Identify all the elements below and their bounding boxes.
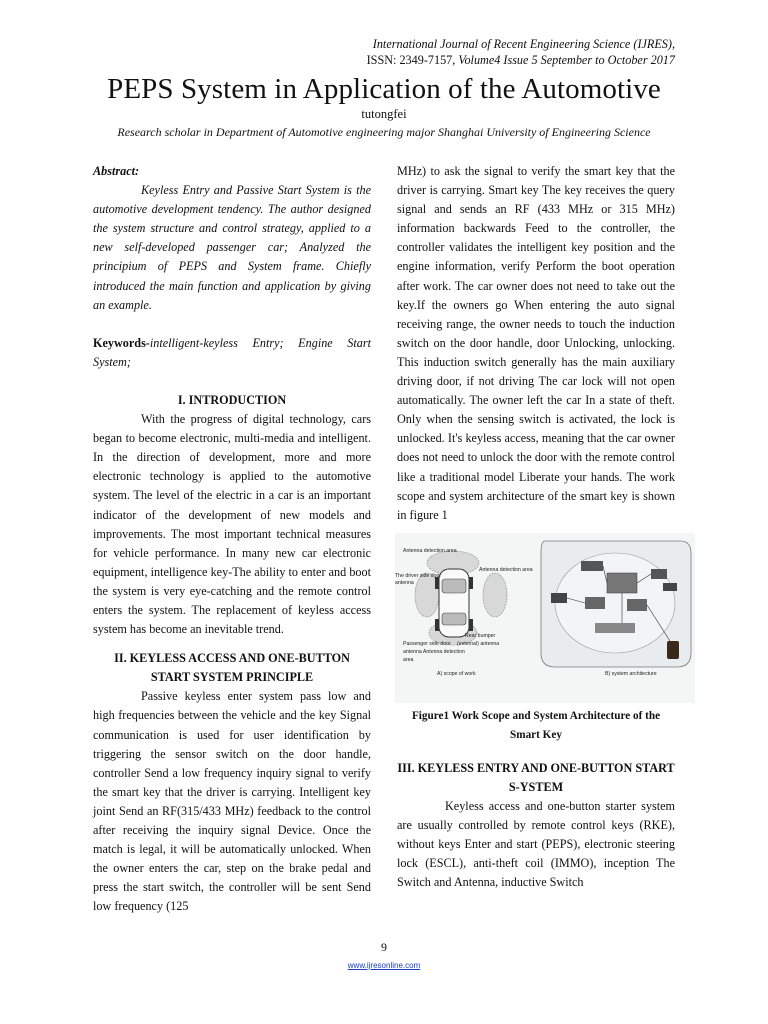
- issn: ISSN: 2349-7157,: [366, 53, 456, 67]
- journal-url-link[interactable]: www.ijresonline.com: [347, 961, 421, 970]
- label-passenger-door: Passenger side door: [403, 640, 451, 647]
- author-name: tutongfei: [361, 107, 407, 121]
- paper-title: PEPS System in Application of the Automotive: [107, 73, 661, 105]
- author-affiliation: Research scholar in Department of Automotive engineering major Shanghai University of Engineering Science: [117, 125, 651, 139]
- journal-header: [367, 36, 675, 68]
- section-2-heading: II. KEYLESS ACCESS AND ONE-BUTTON START SYSTEM PRINCIPLE: [114, 651, 350, 685]
- label-antenna-area-right: Antenna detection area: [479, 566, 533, 573]
- section-1-text: With the progress of digital technology, cars began to become electronic, multi-media and intelligent. In the direction of development, more and more electronic technology is applied to the automotive system. The level of the electric in a car is an important indicator of the development of new models and improvements. The most important technical measures for vehicle performance. In many new car electronic equipment, intelligence key-The ability to enter and boot the system is very eye-catching and the remote control enters the system. The replacement of keyless access system has become an inevitable trend.: [93, 412, 371, 637]
- journal-issue: [367, 52, 675, 68]
- keywords-text: intelligent-keyless Entry; Engine Start System;: [93, 335, 371, 369]
- label-scope: A) scope of work: [437, 670, 476, 677]
- page-number: 9: [381, 940, 387, 954]
- section-1-heading: I. INTRODUCTION: [177, 392, 287, 407]
- section-2-text-right: MHz) to ask the signal to verify the smart key that the driver is carrying. Smart key The key receives the query signal and sends an RF (433 MHz or 315 MHz) information backwards Feed to the controller, the controller validates the intelligent key position and the engine information, verify Perform the boot operation after work. The car owner does not need to take out the key.If the owners go When entering the auto signal receiving range, the owner needs to touch the induction switch on the door handle, door Unlocking, unlocking. This induction switch generally has the main auxiliary driving door, if not driving The car lock will not open automatically. The owner left the car In a state of theft. Only when the sensing switch is activated, the lock is unlocked. It's keyless access, meaning that the car owner does not need to unlock the door with the remote control like a traditional model Liberate your hands. The work scope and system architecture of the smart key is shown in figure 1: [397, 164, 675, 522]
- system-architecture-panel: [541, 541, 691, 677]
- label-driver-door: The driver side door: [395, 572, 442, 579]
- abstract-heading: Abstract:: [93, 164, 140, 178]
- scope-of-work-panel: [395, 548, 533, 677]
- section-3-heading: III. KEYLESS ENTRY AND ONE-BUTTON START S-YSTEM: [397, 760, 675, 794]
- label-arch: B) system architecture: [605, 670, 657, 677]
- abstract-text: Keyless Entry and Passive Start System is the automotive development tendency. The author designed the system structure and control strategy, applied to a new self-developed passenger car; Analyzed the principium of PEPS and System frame. Chiefly introduced the main function and application by giving an example.: [93, 183, 371, 312]
- section-2-text-left: Passive keyless enter system pass low and high frequencies between the vehicle and the key Signal communication is used for user identification by triggering the sensor switch on the door handle, controller Send a low frequency inquiry signal to verify the smart key that the driver is carrying. Intelligent key joint Send an RF(315/433 MHz) feedback to the control after receiving the inquiry signal Device. Once the match is legal, it will be automatically unlocked. When the owner enters the car, step on the brake pedal and press the start switch, the controller will be sent Send low frequency (125: [93, 689, 371, 914]
- keywords: [93, 334, 371, 372]
- figure-1-image: [395, 533, 695, 703]
- journal-name: International Journal of Recent Engineering Science (IJRES),: [372, 37, 675, 51]
- label-passenger-door-2: antenna Antenna detection: [403, 648, 465, 655]
- label-antenna-area-top: Antenna detection area: [403, 547, 457, 554]
- label-passenger-door-3: area: [403, 656, 414, 663]
- figure-1-caption: Figure1 Work Scope and System Architecture of the Smart Key: [411, 709, 661, 741]
- label-driver-door-2: antenna: [395, 579, 414, 586]
- right-column: [397, 162, 675, 892]
- section-3-text: Keyless access and one-button starter system are usually controlled by remote control keys (RKE), without keys Enter and start (PEPS), electronic steering lock (ESCL), anti-theft coil (IMMO), inception The Switch and Antenna, inductive Switch: [397, 798, 675, 890]
- volume-issue: Volume4 Issue 5 September to October 2017: [458, 53, 675, 67]
- left-column: [93, 162, 371, 916]
- label-rear-bumper: Rear bumper: [465, 632, 496, 639]
- label-rear-bumper-2: (external) antenna: [457, 640, 500, 647]
- figure-1: [395, 533, 695, 703]
- keywords-label: Keywords-: [93, 335, 150, 350]
